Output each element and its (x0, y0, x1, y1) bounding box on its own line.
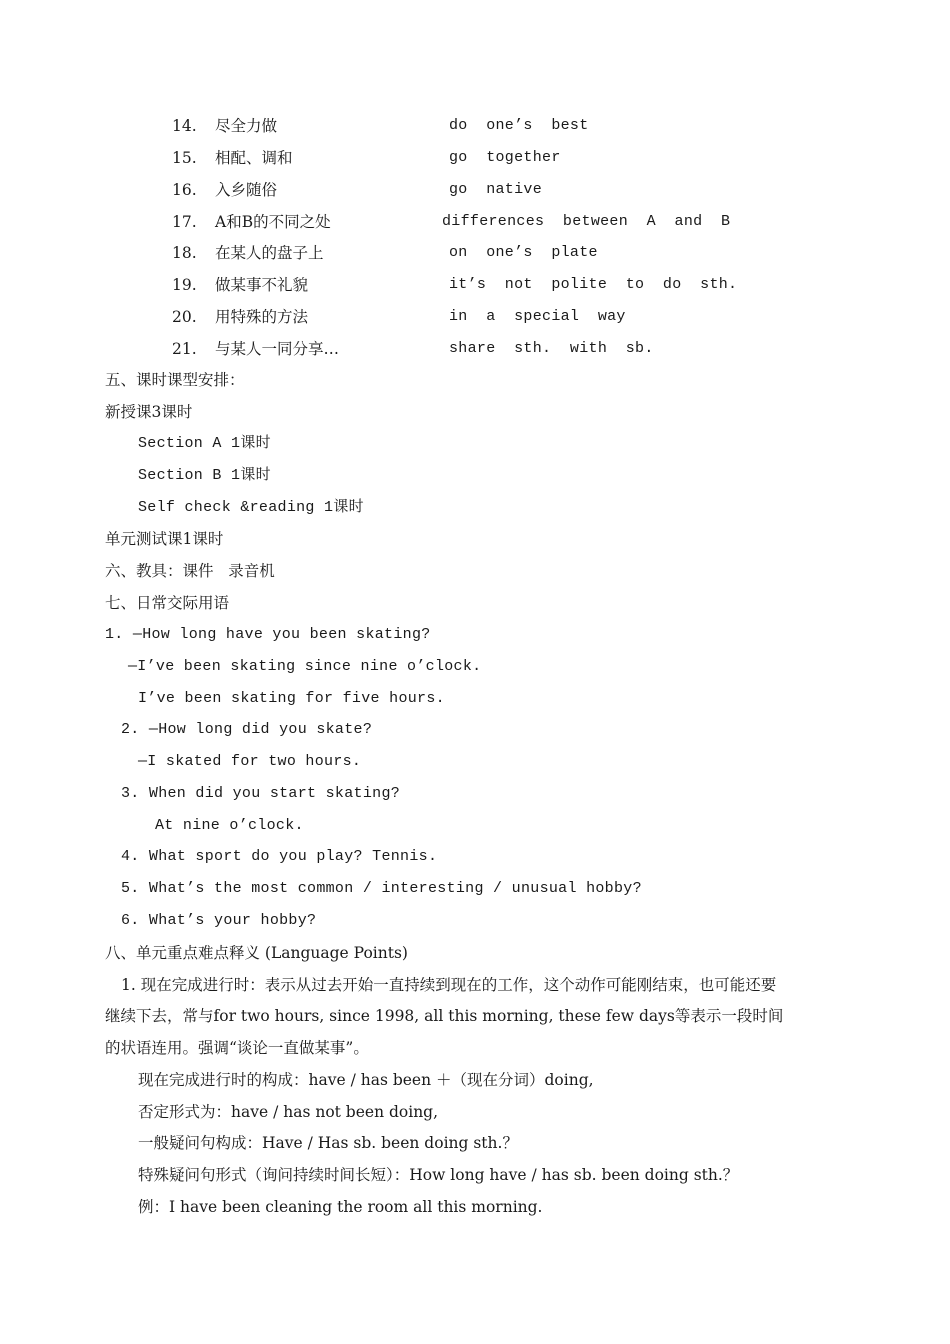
vocab-english: share sth. with sb. (449, 340, 654, 357)
vocab-chinese: 在某人的盘子上 (215, 244, 324, 262)
section-heading-teaching-aids: 六、教具：课件 录音机 (105, 562, 275, 580)
section-heading-schedule: 五、课时课型安排： (105, 371, 245, 389)
vocab-number: 20. (172, 308, 197, 326)
vocab-number: 15. (172, 149, 197, 167)
schedule-self-check: Self check &reading 1课时 (138, 499, 364, 516)
dialog-line: 4. What sport do you play? Tennis. (121, 848, 438, 865)
vocab-english: go together (449, 149, 561, 166)
dialog-line: —I skated for two hours. (138, 753, 362, 770)
vocab-number: 14. (172, 117, 197, 135)
vocab-chinese: 尽全力做 (215, 117, 278, 135)
dialog-line: 2. —How long did you skate? (121, 721, 373, 738)
dialog-line: 5. What’s the most common / interesting / unusual hobby? (121, 880, 642, 897)
paragraph-line: 1. 现在完成进行时：表示从过去开始一直持续到现在的工作，这个动作可能刚结束，也可能还要 (121, 976, 777, 994)
vocab-english: do one’s best (449, 117, 589, 134)
paragraph-line: 继续下去，常与for two hours, since 1998, all this morning, these few days等表示一段时间 (105, 1007, 784, 1025)
dialog-line: 3. When did you start skating? (121, 785, 401, 802)
vocab-english: in a special way (449, 308, 626, 325)
dialog-line: 1. —How long have you been skating? (105, 626, 431, 643)
vocab-chinese: 做某事不礼貌 (215, 276, 309, 294)
grammar-example: 例：I have been cleaning the room all this morning. (138, 1198, 543, 1216)
vocab-chinese: 与某人一同分享… (215, 340, 340, 358)
grammar-form: 现在完成进行时的构成：have / has been ＋（现在分词）doing, (138, 1071, 594, 1089)
vocab-chinese: 相配、调和 (215, 149, 293, 167)
vocab-number: 18. (172, 244, 197, 262)
dialog-line: At nine o’clock. (155, 817, 304, 834)
dialog-line: I’ve been skating for five hours. (138, 690, 445, 707)
dialog-line: 6. What’s your hobby? (121, 912, 317, 929)
paragraph-line: 的状语连用。强调“谈论一直做某事”。 (105, 1039, 369, 1057)
schedule-section-b: Section B 1课时 (138, 467, 271, 484)
vocab-number: 19. (172, 276, 197, 294)
vocab-number: 17. (172, 213, 197, 231)
dialog-line: —I’ve been skating since nine o’clock. (128, 658, 482, 675)
vocab-number: 16. (172, 181, 197, 199)
vocab-number: 21. (172, 340, 197, 358)
section-heading-language-points: 八、单元重点难点释义 (Language Points) (105, 944, 408, 962)
vocab-english: on one’s plate (449, 244, 598, 261)
schedule-unit-test: 单元测试课1课时 (105, 530, 224, 548)
section-heading-daily-expressions: 七、日常交际用语 (105, 594, 230, 612)
vocab-english: it’s not polite to do sth. (449, 276, 738, 293)
vocab-chinese: A和B的不同之处 (215, 213, 331, 231)
schedule-section-a: Section A 1课时 (138, 435, 271, 452)
grammar-special-question: 特殊疑问句形式（询问持续时间长短）：How long have / has sb. been doing sth.？ (138, 1166, 739, 1184)
vocab-chinese: 用特殊的方法 (215, 308, 309, 326)
grammar-negative: 否定形式为：have / has not been doing, (138, 1103, 439, 1121)
vocab-english: differences between A and B (442, 213, 731, 230)
vocab-chinese: 入乡随俗 (215, 181, 278, 199)
grammar-question: 一般疑问句构成：Have / Has sb. been doing sth.？ (138, 1134, 518, 1152)
schedule-new-lessons: 新授课3课时 (105, 403, 193, 421)
vocab-english: go native (449, 181, 543, 198)
